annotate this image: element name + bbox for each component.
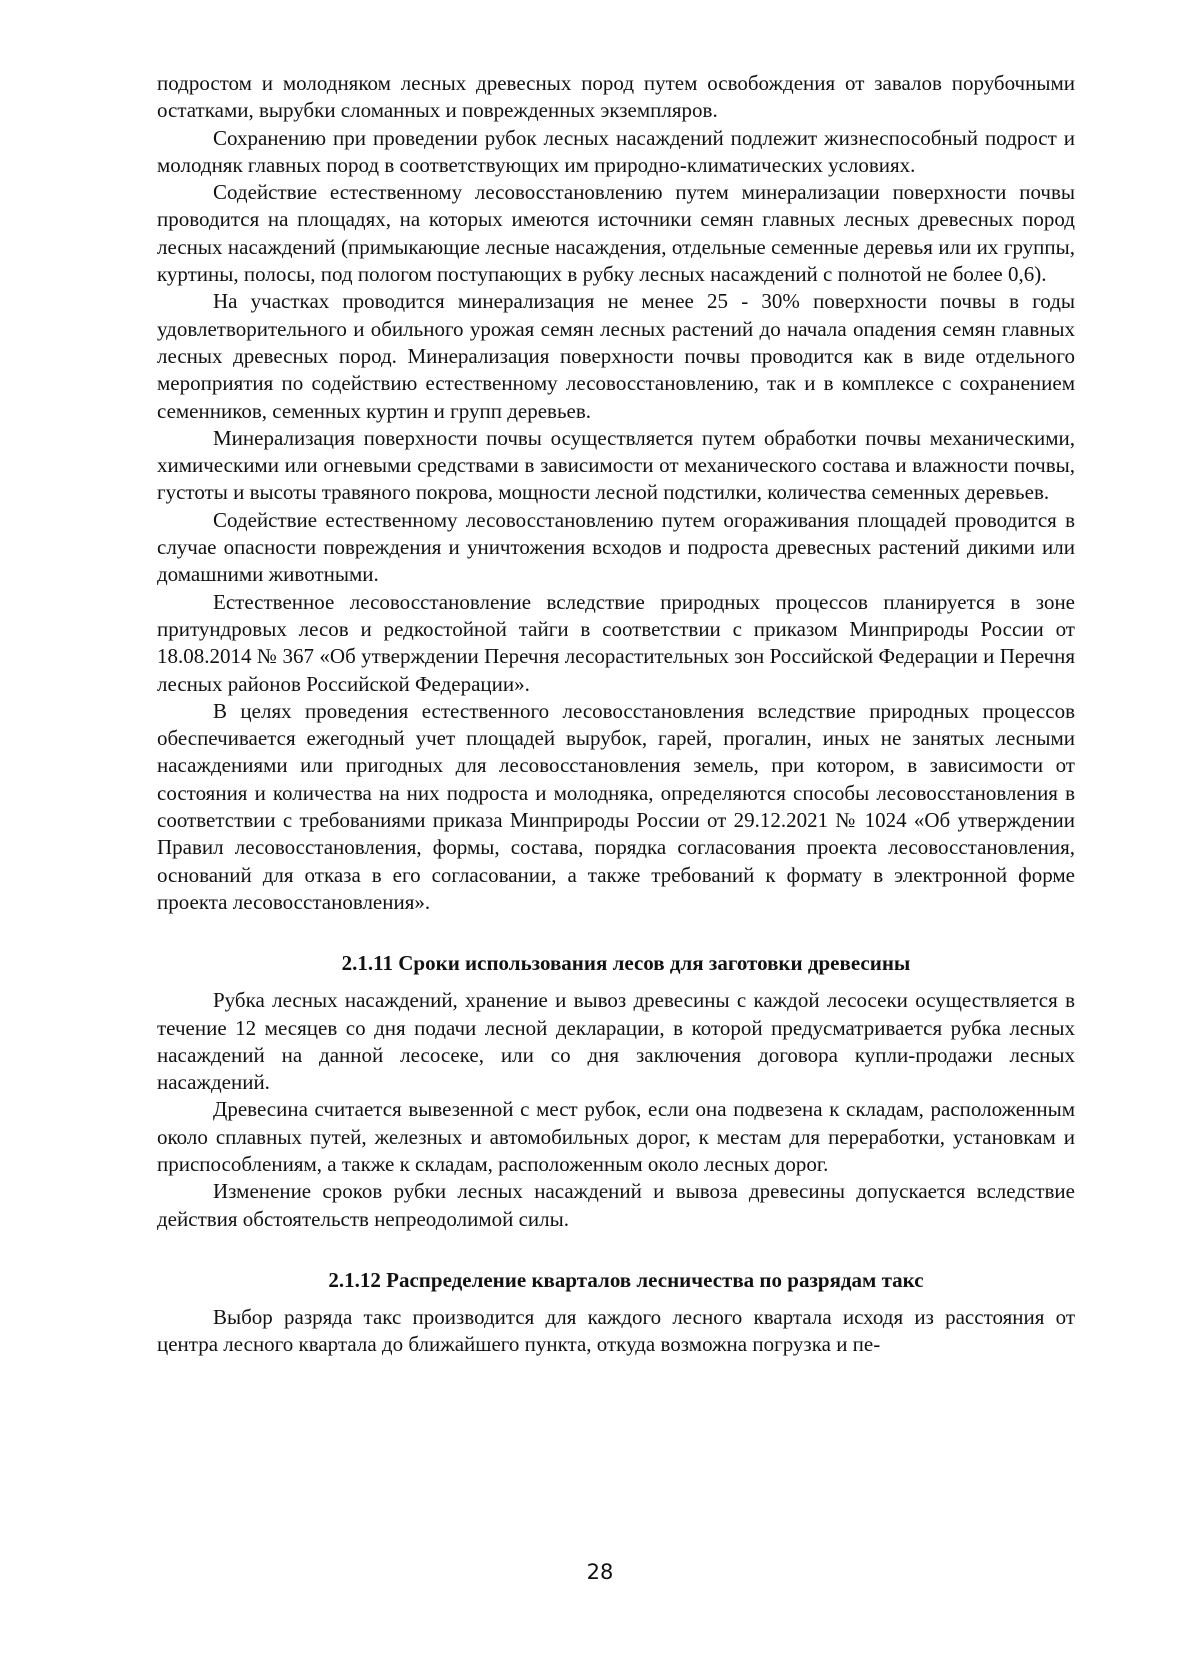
paragraph: Рубка лесных насаждений, хранение и вывоз древесины с каждой лесосеки осуществляется в течение 12 месяцев со дня подачи лесной декларации, в которой предусматривается рубка лесных насаждений на данной лесосеке, или со дня заключения договора купли-продажи лесных насаждений.	[157, 988, 1075, 1095]
paragraph-continuation: подростом и молодняком лесных древесных пород путем освобождения от завалов порубочными остатками, вырубки сломанных и поврежденных экземпляров.	[157, 71, 1075, 123]
paragraph: На участках проводится минерализация не менее 25 - 30% поверхности почвы в годы удовлетворительного и обильного урожая семян лесных растений до начала опадения семян главных лесных древесных пород. Минерализация поверхности почвы проводится как в виде отдельного мероприятия по содействию естественному лесовосстановлению, так и в комплексе с сохранением семенников, семенных куртин и групп деревьев.	[157, 289, 1075, 423]
page-number: 28	[586, 1560, 614, 1584]
paragraph: В целях проведения естественного лесовосстановления вследствие природных процессов обеспечивается ежегодный учет площадей вырубок, гарей, прогалин, иных не занятых лесными насаждениями или пригодных для лесовосстановления земель, при котором, в зависимости от состояния и количества на них подроста и молодняка, определяются способы лесовосстановления в соответствии с требованиями приказа Минприроды России от 29.12.2021 № 1024 «Об утверждении Правил лесовосстановления, формы, состава, порядка согласования проекта лесовосстановления, оснований для отказа в его согласовании, а также требований к формату в электронной форме проекта лесовосстановления».	[157, 698, 1075, 914]
paragraph: Изменение сроков рубки лесных насаждений и вывоза древесины допускается вследствие действия обстоятельств непреодолимой силы.	[157, 1179, 1075, 1231]
paragraph: Содействие естественному лесовосстановлению путем огораживания площадей проводится в случае опасности повреждения и уничтожения всходов и подроста древесных растений дикими или домашними животными.	[157, 507, 1075, 587]
document-page	[157, 70, 1075, 1358]
paragraph: Содействие естественному лесовосстановлению путем минерализации поверхности почвы проводится на площадях, на которых имеются источники семян главных лесных древесных пород лесных насаждений (примыкающие лесные насаждения, отдельные семенные деревья или их группы, куртины, полосы, под пологом поступающих в рубку лесных насаждений с полнотой не более 0,6).	[157, 180, 1075, 287]
paragraph: Естественное лесовосстановление вследствие природных процессов планируется в зоне притундровых лесов и редкостойной тайги в соответствии с приказом Минприроды России от 18.08.2014 № 367 «Об утверждении Перечня лесорастительных зон Российской Федерации и Перечня лесных районов Российской Федерации».	[157, 589, 1075, 696]
section-heading-2-1-11: 2.1.11 Сроки использования лесов для заготовки древесины	[341, 951, 911, 976]
paragraph: Выбор разряда такс производится для каждого лесного квартала исходя из расстояния от центра лесного квартала до ближайшего пункта, откуда возможна погрузка и пе-	[157, 1304, 1075, 1357]
paragraph: Древесина считается вывезенной с мест рубок, если она подвезена к складам, расположенным около сплавных путей, железных и автомобильных дорог, к местам для переработки, установкам и приспособлениям, а также к складам, расположенным около лесных дорог.	[157, 1097, 1075, 1176]
section-heading-2-1-12: 2.1.12 Распределение кварталов лесничества по разрядам такс	[328, 1267, 924, 1292]
paragraph: Минерализация поверхности почвы осуществляется путем обработки почвы механическими, химическими или огневыми средствами в зависимости от механического состава и влажности почвы, густоты и высоты травяного покрова, мощности лесной подстилки, количества семенных деревьев.	[157, 425, 1075, 505]
paragraph: Сохранению при проведении рубок лесных насаждений подлежит жизнеспособный подрост и молодняк главных пород в соответствующих им природно-климатических условиях.	[157, 125, 1075, 177]
